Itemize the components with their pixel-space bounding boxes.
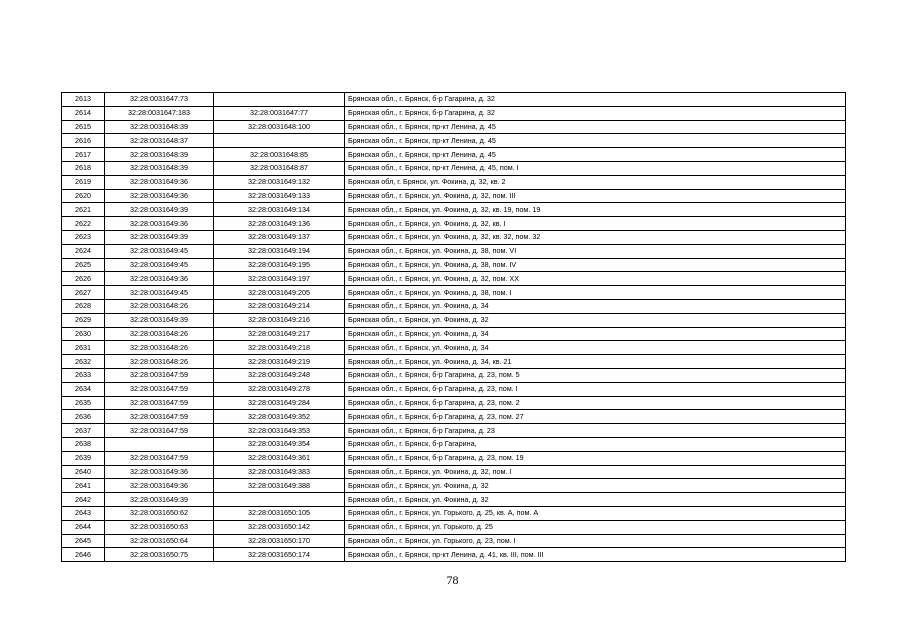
cadastral-number-cell: 32:28:0031648:39 [105, 120, 214, 134]
row-number-cell: 2627 [62, 286, 105, 300]
object-cadastral-number-cell: 32:28:0031649:354 [214, 437, 345, 451]
table-row [62, 493, 846, 507]
table-row [62, 313, 846, 327]
cadastral-number-cell: 32:28:0031649:39 [105, 230, 214, 244]
table-row [62, 479, 846, 493]
object-cadastral-number-cell: 32:28:0031648:87 [214, 161, 345, 175]
table-row [62, 134, 846, 148]
object-cadastral-number-cell: 32:28:0031649:248 [214, 368, 345, 382]
table-row [62, 175, 846, 189]
page-number: 78 [446, 573, 459, 587]
table-row [62, 244, 846, 258]
cadastral-number-cell: 32:28:0031647:59 [105, 396, 214, 410]
cadastral-number-cell: 32:28:0031649:45 [105, 244, 214, 258]
cadastral-number-cell: 32:28:0031648:26 [105, 341, 214, 355]
address-cell: Брянская обл, г. Брянск, ул. Фокина, д. 32, кв. 2 [345, 175, 846, 189]
cadastral-number-cell: 32:28:0031648:26 [105, 355, 214, 369]
table-row [62, 506, 846, 520]
row-number-cell: 2628 [62, 299, 105, 313]
row-number-cell: 2619 [62, 175, 105, 189]
cadastral-number-cell: 32:28:0031650:63 [105, 520, 214, 534]
row-number-cell: 2631 [62, 341, 105, 355]
object-cadastral-number-cell: 32:28:0031649:216 [214, 313, 345, 327]
cadastral-number-cell: 32:28:0031649:39 [105, 313, 214, 327]
object-cadastral-number-cell: 32:28:0031649:278 [214, 382, 345, 396]
row-number-cell: 2641 [62, 479, 105, 493]
row-number-cell: 2630 [62, 327, 105, 341]
address-cell: Брянская обл., г. Брянск, ул. Фокина, д. 32 [345, 313, 846, 327]
table-row [62, 396, 846, 410]
row-number-cell: 2632 [62, 355, 105, 369]
row-number-cell: 2626 [62, 272, 105, 286]
row-number-cell: 2644 [62, 520, 105, 534]
cadastral-number-cell: 32:28:0031649:36 [105, 189, 214, 203]
object-cadastral-number-cell: 32:28:0031649:352 [214, 410, 345, 424]
object-cadastral-number-cell: 32:28:0031649:197 [214, 272, 345, 286]
cadastral-number-cell: 32:28:0031649:36 [105, 217, 214, 231]
object-cadastral-number-cell: 32:28:0031649:383 [214, 465, 345, 479]
object-cadastral-number-cell [214, 93, 345, 107]
address-cell: Брянская обл., г. Брянск, ул. Фокина, д. 34, кв. 21 [345, 355, 846, 369]
cadastral-number-cell: 32:28:0031650:75 [105, 548, 214, 562]
address-cell: Брянская обл., г. Брянск, ул. Фокина, д. 32, кв. I [345, 217, 846, 231]
cadastral-number-cell: 32:28:0031649:36 [105, 465, 214, 479]
row-number-cell: 2637 [62, 424, 105, 438]
row-number-cell: 2625 [62, 258, 105, 272]
address-cell: Брянская обл., г. Брянск, ул. Горького, д. 25 [345, 520, 846, 534]
table-row [62, 189, 846, 203]
object-cadastral-number-cell: 32:28:0031649:137 [214, 230, 345, 244]
address-cell: Брянская обл., г. Брянск, б-р Гагарина, д. 23, пом. I [345, 382, 846, 396]
address-cell: Брянская обл., г. Брянск, б-р Гагарина, д. 23, пом. 5 [345, 368, 846, 382]
row-number-cell: 2618 [62, 161, 105, 175]
object-cadastral-number-cell: 32:28:0031649:195 [214, 258, 345, 272]
object-cadastral-number-cell: 32:28:0031649:353 [214, 424, 345, 438]
table-row [62, 465, 846, 479]
row-number-cell: 2629 [62, 313, 105, 327]
row-number-cell: 2620 [62, 189, 105, 203]
table-row [62, 148, 846, 162]
address-cell: Брянская обл., г. Брянск, б-р Гагарина, д. 23, пом. 19 [345, 451, 846, 465]
table-row [62, 534, 846, 548]
row-number-cell: 2640 [62, 465, 105, 479]
table-row [62, 258, 846, 272]
object-cadastral-number-cell: 32:28:0031649:132 [214, 175, 345, 189]
object-cadastral-number-cell: 32:28:0031649:218 [214, 341, 345, 355]
object-cadastral-number-cell: 32:28:0031649:361 [214, 451, 345, 465]
address-cell: Брянская обл., г. Брянск, ул. Фокина, д. 34 [345, 327, 846, 341]
object-cadastral-number-cell: 32:28:0031649:217 [214, 327, 345, 341]
object-cadastral-number-cell: 32:28:0031650:170 [214, 534, 345, 548]
object-cadastral-number-cell: 32:28:0031649:388 [214, 479, 345, 493]
table-row [62, 355, 846, 369]
object-cadastral-number-cell: 32:28:0031649:219 [214, 355, 345, 369]
table-row [62, 451, 846, 465]
row-number-cell: 2622 [62, 217, 105, 231]
address-cell: Брянская обл., г. Брянск, ул. Фокина, д. 32, пом. III [345, 189, 846, 203]
cadastral-number-cell: 32:28:0031649:36 [105, 175, 214, 189]
table-row [62, 341, 846, 355]
table-row [62, 203, 846, 217]
cadastral-number-cell: 32:28:0031649:39 [105, 203, 214, 217]
object-cadastral-number-cell: 32:28:0031650:105 [214, 506, 345, 520]
table-row [62, 272, 846, 286]
cadastral-number-cell: 32:28:0031648:39 [105, 161, 214, 175]
address-cell: Брянская обл., г. Брянск, б-р Гагарина, [345, 437, 846, 451]
cadastral-number-cell: 32:28:0031647:59 [105, 451, 214, 465]
cadastral-number-cell: 32:28:0031649:39 [105, 493, 214, 507]
row-number-cell: 2645 [62, 534, 105, 548]
address-cell: Брянская обл., г. Брянск, б-р Гагарина, д. 23, пом. 27 [345, 410, 846, 424]
table-row [62, 299, 846, 313]
cadastral-number-cell: 32:28:0031649:36 [105, 479, 214, 493]
object-cadastral-number-cell: 32:28:0031649:136 [214, 217, 345, 231]
object-cadastral-number-cell: 32:28:0031649:194 [214, 244, 345, 258]
cadastral-number-cell: 32:28:0031648:26 [105, 327, 214, 341]
cadastral-number-cell: 32:28:0031647:59 [105, 410, 214, 424]
cadastral-number-cell: 32:28:0031647:59 [105, 368, 214, 382]
cadastral-number-cell: 32:28:0031648:37 [105, 134, 214, 148]
address-cell: Брянская обл., г. Брянск, ул. Фокина, д. 38, пом. VI [345, 244, 846, 258]
table-row [62, 382, 846, 396]
address-cell: Брянская обл., г. Брянск, пр-кт Ленина, д. 45 [345, 120, 846, 134]
object-cadastral-number-cell [214, 493, 345, 507]
row-number-cell: 2613 [62, 93, 105, 107]
table-row [62, 437, 846, 451]
object-cadastral-number-cell: 32:28:0031648:100 [214, 120, 345, 134]
table-row [62, 93, 846, 107]
address-cell: Брянская обл., г. Брянск, б-р Гагарина, д. 32 [345, 93, 846, 107]
table-row [62, 161, 846, 175]
row-number-cell: 2642 [62, 493, 105, 507]
cadastral-number-cell: 32:28:0031649:45 [105, 286, 214, 300]
cadastral-number-cell: 32:28:0031647:183 [105, 106, 214, 120]
row-number-cell: 2639 [62, 451, 105, 465]
registry-table [61, 92, 846, 562]
address-cell: Брянская обл., г. Брянск, пр-кт Ленина, д. 41, кв. III, пом. III [345, 548, 846, 562]
address-cell: Брянская обл., г. Брянск, б-р Гагарина, д. 23, пом. 2 [345, 396, 846, 410]
object-cadastral-number-cell: 32:28:0031650:174 [214, 548, 345, 562]
row-number-cell: 2617 [62, 148, 105, 162]
table-row [62, 424, 846, 438]
table-row [62, 520, 846, 534]
address-cell: Брянская обл., г. Брянск, ул. Фокина, д. 32 [345, 493, 846, 507]
table-row [62, 410, 846, 424]
table-row [62, 327, 846, 341]
address-cell: Брянская обл., г. Брянск, ул. Фокина, д. 34 [345, 341, 846, 355]
registry-table-body [62, 93, 846, 562]
row-number-cell: 2638 [62, 437, 105, 451]
address-cell: Брянская обл., г. Брянск, пр-кт Ленина, д. 45, пом. I [345, 161, 846, 175]
object-cadastral-number-cell: 32:28:0031649:214 [214, 299, 345, 313]
address-cell: Брянская обл., г. Брянск, ул. Фокина, д. 34 [345, 299, 846, 313]
address-cell: Брянская обл., г. Брянск, ул. Фокина, д. 32, пом. I [345, 465, 846, 479]
table-row [62, 120, 846, 134]
row-number-cell: 2633 [62, 368, 105, 382]
cadastral-number-cell: 32:28:0031647:73 [105, 93, 214, 107]
object-cadastral-number-cell: 32:28:0031649:205 [214, 286, 345, 300]
table-row [62, 368, 846, 382]
cadastral-number-cell: 32:28:0031647:59 [105, 382, 214, 396]
row-number-cell: 2616 [62, 134, 105, 148]
object-cadastral-number-cell [214, 134, 345, 148]
row-number-cell: 2615 [62, 120, 105, 134]
address-cell: Брянская обл., г. Брянск, б-р Гагарина, д. 23 [345, 424, 846, 438]
table-row [62, 106, 846, 120]
table-row [62, 548, 846, 562]
row-number-cell: 2646 [62, 548, 105, 562]
address-cell: Брянская обл., г. Брянск, ул. Горького, д. 23, пом. I [345, 534, 846, 548]
address-cell: Брянская обл., г. Брянск, ул. Фокина, д. 32, кв. 32, пом. 32 [345, 230, 846, 244]
address-cell: Брянская обл., г. Брянск, б-р Гагарина, д. 32 [345, 106, 846, 120]
object-cadastral-number-cell: 32:28:0031650:142 [214, 520, 345, 534]
address-cell: Брянская обл., г. Брянск, ул. Фокина, д. 32, кв. 19, пом. 19 [345, 203, 846, 217]
cadastral-number-cell: 32:28:0031648:39 [105, 148, 214, 162]
address-cell: Брянская обл., г. Брянск, ул. Горького, д. 25, кв. А, пом. А [345, 506, 846, 520]
cadastral-number-cell: 32:28:0031647:59 [105, 424, 214, 438]
table-row [62, 217, 846, 231]
address-cell: Брянская обл., г. Брянск, пр-кт Ленина, д. 45 [345, 134, 846, 148]
cadastral-number-cell: 32:28:0031650:64 [105, 534, 214, 548]
cadastral-number-cell: 32:28:0031648:26 [105, 299, 214, 313]
address-cell: Брянская обл., г. Брянск, пр-кт Ленина, д. 45 [345, 148, 846, 162]
cadastral-number-cell: 32:28:0031650:62 [105, 506, 214, 520]
object-cadastral-number-cell: 32:28:0031649:284 [214, 396, 345, 410]
cadastral-number-cell [105, 437, 214, 451]
cadastral-number-cell: 32:28:0031649:36 [105, 272, 214, 286]
object-cadastral-number-cell: 32:28:0031649:134 [214, 203, 345, 217]
row-number-cell: 2636 [62, 410, 105, 424]
address-cell: Брянская обл., г. Брянск, ул. Фокина, д. 32, пом. XX [345, 272, 846, 286]
table-row [62, 286, 846, 300]
address-cell: Брянская обл., г. Брянск, ул. Фокина, д. 38, пом. IV [345, 258, 846, 272]
cadastral-number-cell: 32:28:0031649:45 [105, 258, 214, 272]
address-cell: Брянская обл., г. Брянск, ул. Фокина, д. 32 [345, 479, 846, 493]
row-number-cell: 2634 [62, 382, 105, 396]
row-number-cell: 2614 [62, 106, 105, 120]
table-row [62, 230, 846, 244]
object-cadastral-number-cell: 32:28:0031647:77 [214, 106, 345, 120]
object-cadastral-number-cell: 32:28:0031649:133 [214, 189, 345, 203]
row-number-cell: 2624 [62, 244, 105, 258]
row-number-cell: 2621 [62, 203, 105, 217]
row-number-cell: 2635 [62, 396, 105, 410]
object-cadastral-number-cell: 32:28:0031648:85 [214, 148, 345, 162]
row-number-cell: 2643 [62, 506, 105, 520]
address-cell: Брянская обл., г. Брянск, ул. Фокина, д. 38, пом. I [345, 286, 846, 300]
row-number-cell: 2623 [62, 230, 105, 244]
